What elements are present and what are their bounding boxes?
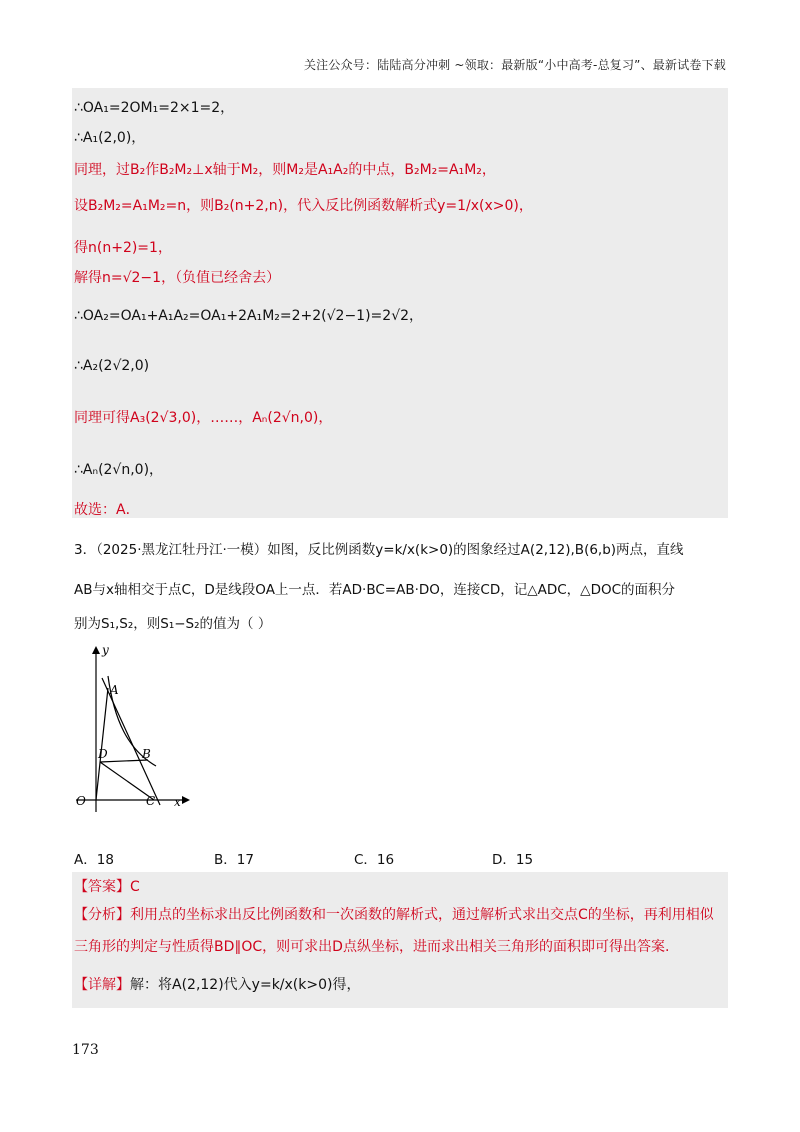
solution-line: 故选：A． (74, 502, 140, 518)
solution-line: 得n(n+2)=1， (74, 240, 172, 256)
page-number: 173 (72, 1042, 99, 1058)
analysis-line-2: 三角形的判定与性质得BD∥OC，则可求出D点纵坐标，进而求出相关三角形的面积即可得出答案. (74, 939, 670, 955)
solution-line: ∴A₂(2√2,0) (74, 358, 150, 374)
detail-line (74, 975, 360, 995)
x-axis-arrow (182, 796, 190, 804)
answer-value: C (130, 879, 140, 895)
solution-line: ∴Aₙ(2√n,0)， (74, 462, 164, 478)
choice-d: D．15 (492, 852, 534, 868)
answer-tag: 【答案】 (74, 879, 130, 895)
solution-line: 解得n=√2−1，（负值已经舍去） (74, 270, 281, 286)
analysis-text-1: 利用点的坐标求出反比例函数和一次函数的解析式，通过解析式求出交点C的坐标，再利用相似 (130, 907, 714, 923)
detail-text: 解：将A(2,12)代入y=k/x(k>0)得， (130, 977, 361, 993)
line-ab (102, 678, 160, 805)
question-line-3: 别为S₁,S₂，则S₁−S₂的值为（ ） (74, 616, 272, 632)
y-axis-arrow (92, 646, 100, 654)
question-line-1: 3．（2025·黑龙江牡丹江·一模）如图，反比例函数y=k/x(k>0)的图象经过A(2,12),B(6,b)两点，直线 (74, 542, 684, 558)
solution-line: 同理可得A₃(2√3,0)，……，Aₙ(2√n,0)， (74, 410, 333, 426)
label-o: O (76, 794, 86, 808)
analysis-line-1 (74, 905, 714, 925)
solution-line: 同理，过B₂作B₂M₂⊥x轴于M₂，则M₂是A₁A₂的中点，B₂M₂=A₁M₂， (74, 162, 496, 178)
solution-line: ∴A₁(2,0)， (74, 130, 146, 146)
label-c: C (146, 794, 156, 808)
choice-a: A．18 (74, 852, 114, 868)
choice-b: B．17 (214, 852, 254, 868)
segment-oa (96, 688, 108, 800)
label-d: D (98, 747, 108, 761)
answer-line (74, 877, 140, 897)
detail-tag: 【详解】 (74, 977, 130, 993)
solution-line: ∴OA₂=OA₁+A₁A₂=OA₁+2A₁M₂=2+2(√2−1)=2√2， (74, 308, 424, 324)
page-header: 关注公众号：陆陆高分冲刺 ~领取：最新版“小中高考-总复习”、最新试卷下载 (303, 58, 726, 72)
label-x: x (174, 795, 181, 809)
solution-line: 设B₂M₂=A₁M₂=n，则B₂(n+2,n)，代入反比例函数解析式y=1/x(x>0)， (74, 198, 533, 214)
geometry-figure (70, 640, 210, 820)
analysis-tag: 【分析】 (74, 907, 130, 923)
choice-c: C．16 (354, 852, 395, 868)
label-y: y (102, 643, 109, 657)
label-a: A (110, 683, 119, 697)
solution-line: ∴OA₁=2OM₁=2×1=2， (74, 100, 235, 116)
solution-block (72, 88, 728, 518)
label-b: B (142, 747, 151, 761)
question-line-2: AB与x轴相交于点C，D是线段OA上一点．若AD·BC=AB·DO，连接CD，记△ADC，△DOC的面积分 (74, 582, 676, 598)
